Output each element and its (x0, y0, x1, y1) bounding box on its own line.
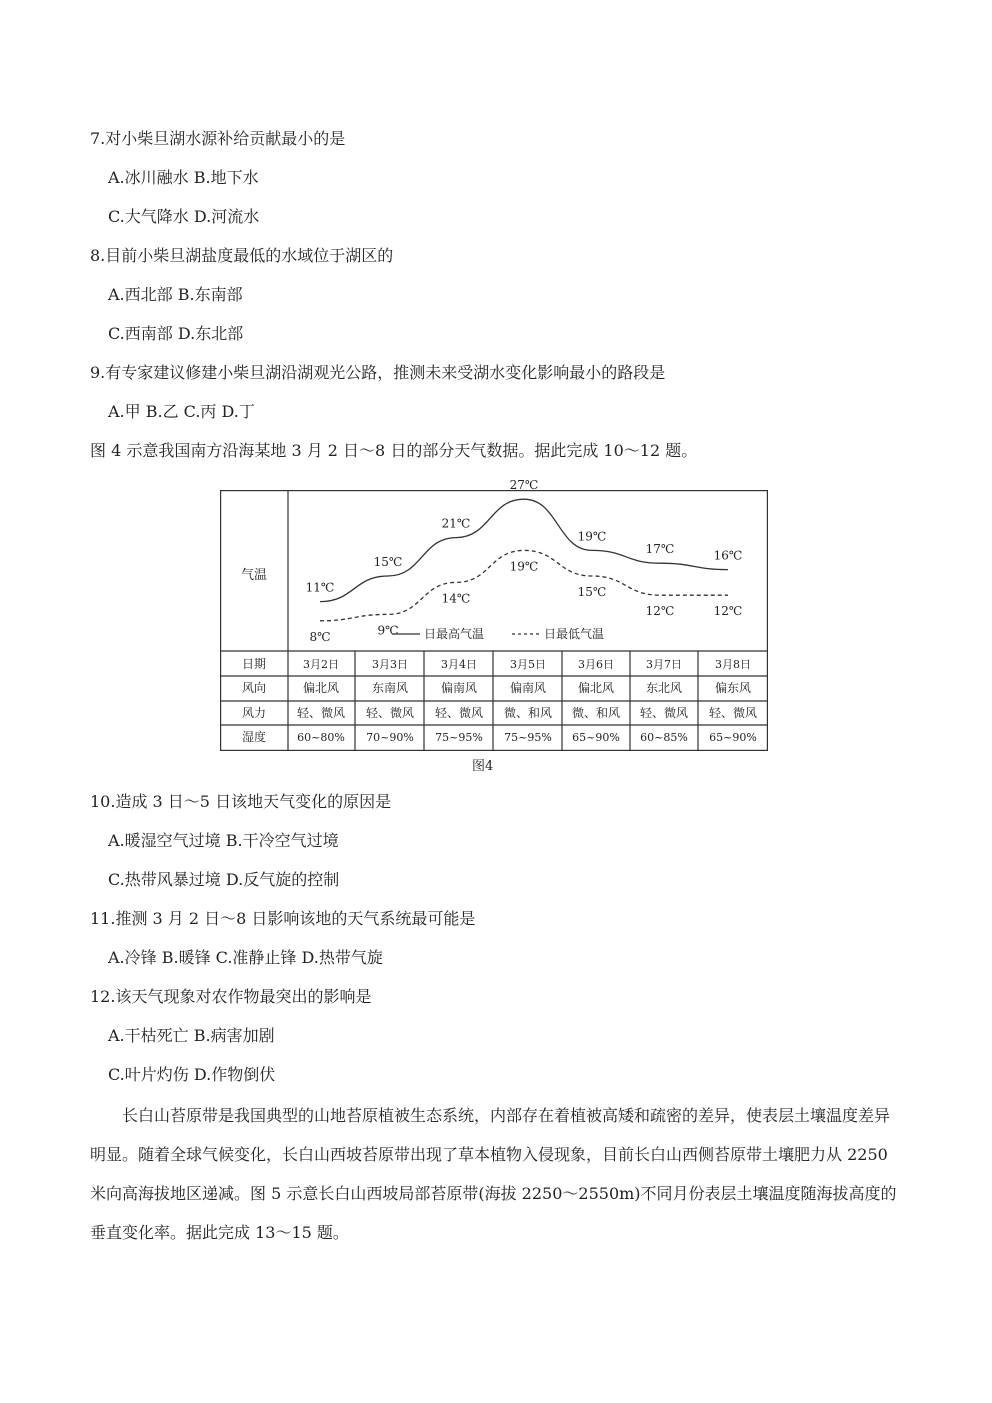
table-cell: 轻、微风 (365, 706, 415, 720)
question-10-options-1: A.暖湿空气过境 B.干冷空气过境 (108, 831, 339, 850)
table-cell: 60~80% (297, 731, 345, 744)
table-cell: 微、和风 (503, 706, 553, 720)
high-temp-label-4: 27℃ (509, 478, 539, 493)
high-temp-label-5: 19℃ (577, 529, 607, 544)
table-date-6: 3月7日 (646, 658, 682, 671)
low-temp-label-6: 12℃ (645, 604, 675, 619)
table-cell: 65~90% (709, 731, 757, 744)
table-cell: 75~95% (435, 731, 483, 744)
question-12-options-1: A.干枯死亡 B.病害加剧 (108, 1026, 275, 1045)
legend-low-label: 日最低气温 (544, 627, 605, 641)
high-temp-label-1: 11℃ (305, 580, 335, 595)
question-9: 9.有专家建议修建小柴旦湖沿湖观光公路，推测未来受湖水变化影响最小的路段是 (90, 363, 666, 382)
table-cell: 偏北风 (577, 681, 615, 695)
figure-caption: 图4 (472, 759, 494, 774)
reading-paragraph: 长白山苔原带是我国典型的山地苔原植被生态系统，内部存在着植被高矮和疏密的差异，使表层土壤温度差异明显。随着全球气候变化，长白山西坡苔原带出现了草本植物入侵现象，目前长白山西侧苔原带土壤肥力从 2250 米向高海拔地区递减。图 5 示意长白山西坡局部苔原带(海拔 2250～2550m)不同月份表层土壤温度随海拔高度的垂直变化率。据此完成 13～15 题。 (90, 1106, 897, 1242)
table-cell: 70~90% (366, 731, 414, 744)
low-temp-label-7: 12℃ (713, 604, 743, 619)
table-cell: 偏南风 (440, 681, 478, 695)
question-7: 7.对小柴旦湖水源补给贡献最小的是 (90, 129, 346, 148)
table-cell: 轻、微风 (639, 706, 689, 720)
question-7-options-2: C.大气降水 D.河流水 (108, 207, 260, 226)
question-12: 12.该天气现象对农作物最突出的影响是 (90, 987, 372, 1006)
low-temp-label-2: 9℃ (377, 623, 399, 638)
question-10-options-2: C.热带风暴过境 D.反气旋的控制 (108, 870, 340, 889)
table-date-3: 3月4日 (441, 658, 477, 671)
figure-4 (220, 478, 768, 752)
table-cell: 65~90% (572, 731, 620, 744)
high-temp-label-3: 21℃ (441, 516, 471, 531)
table-header-label: 日期 (241, 657, 267, 671)
question-9-options-1: A.甲 B.乙 C.丙 D.丁 (108, 402, 255, 421)
table-cell: 偏南风 (509, 681, 547, 695)
legend-high-label: 日最高气温 (424, 627, 485, 641)
question-8-options-1: A.西北部 B.东南部 (108, 285, 243, 304)
table-row-label-3: 湿度 (241, 730, 267, 744)
question-11-options-1: A.冷锋 B.暖锋 C.准静止锋 D.热带气旋 (108, 948, 383, 967)
weather-chart (220, 478, 768, 752)
high-temp-label-7: 16℃ (713, 548, 743, 563)
low-temp-label-1: 8℃ (309, 629, 331, 644)
low-temp-label-5: 15℃ (577, 585, 607, 599)
table-cell: 偏东风 (714, 681, 752, 695)
table-cell: 轻、微风 (708, 706, 758, 720)
table-cell: 东南风 (371, 681, 409, 695)
table-date-4: 3月5日 (510, 658, 546, 671)
chart-legend (392, 626, 604, 641)
table-cell: 75~95% (504, 731, 552, 744)
question-12-options-2: C.叶片灼伤 D.作物倒伏 (108, 1065, 276, 1084)
table-date-7: 3月8日 (715, 658, 751, 671)
table-date-5: 3月6日 (578, 658, 614, 671)
table-date-2: 3月3日 (372, 658, 408, 671)
table-date-1: 3月2日 (303, 658, 339, 671)
table-cell: 偏北风 (302, 681, 340, 695)
table-cell: 轻、微风 (434, 706, 484, 720)
high-temp-label-2: 15℃ (373, 555, 403, 569)
figure-intro: 图 4 示意我国南方沿海某地 3 月 2 日～8 日的部分天气数据。据此完成 10～12 题。 (90, 441, 698, 460)
weather-table (242, 656, 757, 744)
table-cell: 东北风 (645, 681, 683, 695)
question-7-options-1: A.冰川融水 B.地下水 (108, 168, 259, 187)
question-8-options-2: C.西南部 D.东北部 (108, 324, 244, 343)
temperature-row-label: 气温 (240, 568, 268, 583)
high-temp-label-6: 17℃ (645, 542, 675, 557)
low-temp-label-3: 14℃ (441, 591, 471, 606)
table-row-label-1: 风向 (241, 681, 267, 695)
table-cell: 60~85% (640, 731, 688, 744)
table-cell: 微、和风 (571, 706, 621, 720)
table-cell: 轻、微风 (296, 706, 346, 720)
table-row-label-2: 风力 (241, 706, 267, 720)
low-temp-label-4: 19℃ (509, 559, 539, 574)
question-10: 10.造成 3 日～5 日该地天气变化的原因是 (90, 792, 392, 811)
question-8: 8.目前小柴旦湖盐度最低的水域位于湖区的 (90, 246, 394, 265)
question-11: 11.推测 3 月 2 日～8 日影响该地的天气系统最可能是 (90, 909, 476, 928)
